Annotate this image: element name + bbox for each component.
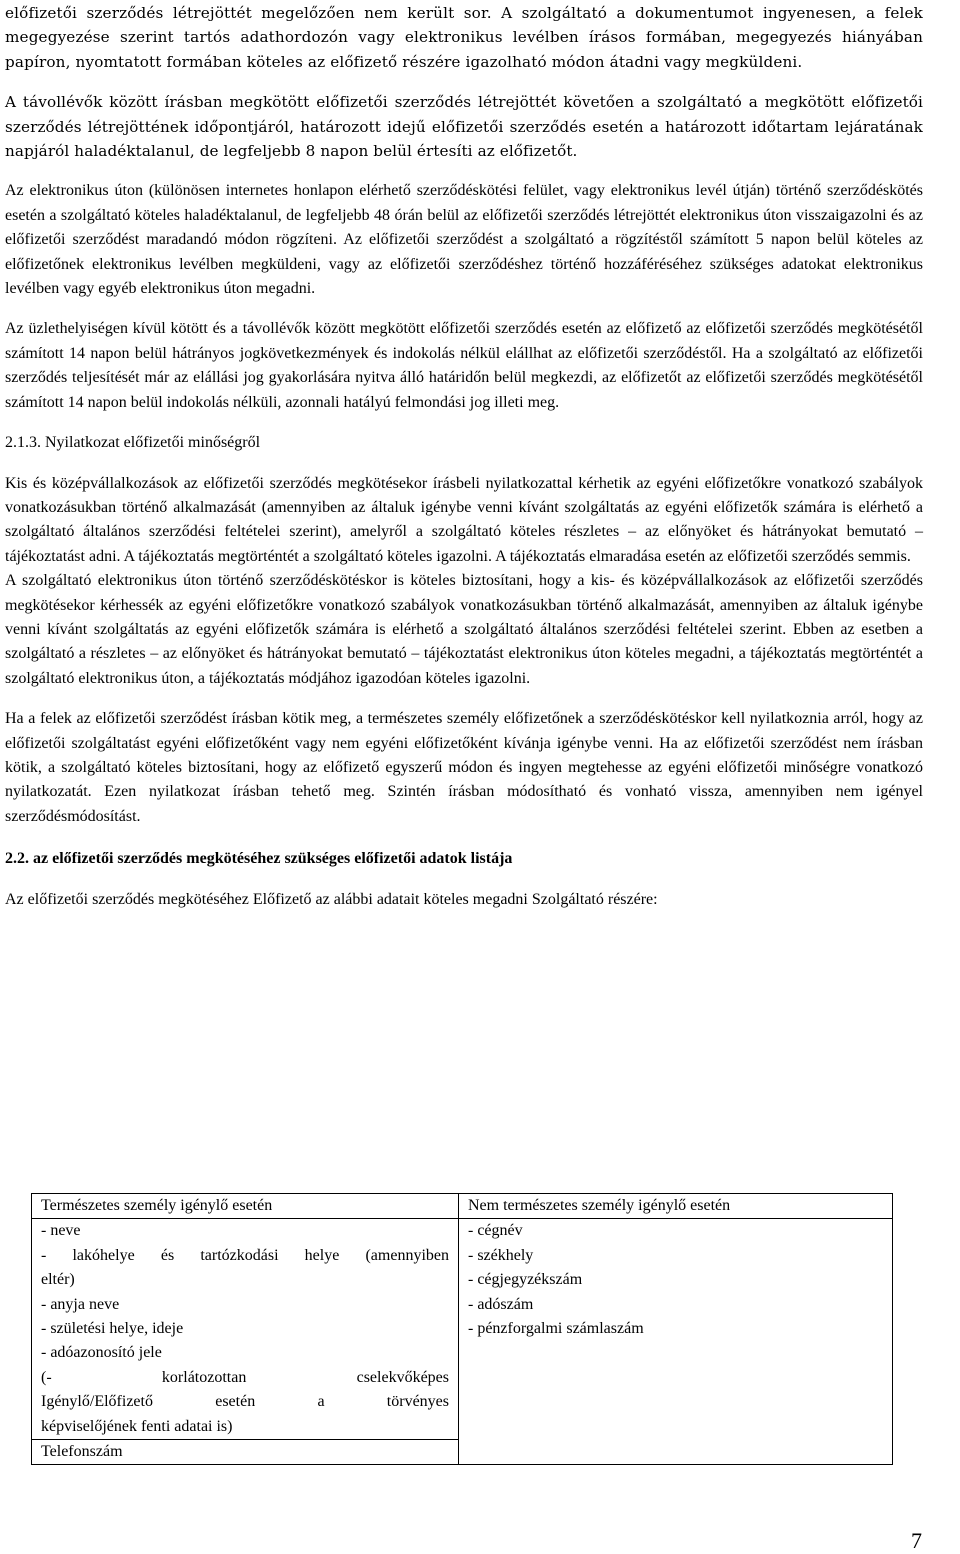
list-item: - cégnév <box>468 1222 523 1240</box>
subscriber-data-table <box>31 1193 893 1465</box>
list-item: képviselőjének fenti adatai is) <box>41 1417 233 1435</box>
paragraph-required-data: Az előfizetői szerződés megkötéséhez Előfizető az alábbi adatait köteles megadni Szolgáltató részére: <box>5 890 658 908</box>
list-item: eltér) <box>41 1271 75 1289</box>
legal-entity-list <box>459 1218 892 1341</box>
phone-label: Telefonszám <box>41 1443 123 1461</box>
list-item: - adóazonosító jele <box>41 1344 162 1362</box>
natural-person-header: Természetes személy igénylő esetén <box>41 1197 273 1214</box>
paragraph-distance-contract: A távollévők között írásban megkötött előfizetői szerződés létrejöttét követően a szolgáltató a megkötött előfizetői szerződés létrejöttének időpontjáról, határozott idejű előfizetői szerződés esetén a határozott időtartam lejáratának napjáról haladéktalanul, de legfeljebb 8 napon belül értesíti az előfizetőt. <box>5 93 923 161</box>
paragraph-electronic-contract: Az elektronikus úton (különösen internetes honlapon elérhető szerződéskötési felület, vagy elektronikus levél útján) történő szerződéskötés esetén a szolgáltató köteles haladéktalanul, de legfeljebb 48 órán belül az előfizetői szerződés létrejöttét elektronikus úton visszaigazolni és az előfizetői szerződést maradandó módon rögzíteni. Az előfizetői szerződést a szolgáltató a rögzítéstől számított 5 napon belül köteles az előfizetőnek elektronikus levélben megküldeni, vagy az előfizetői szerződéshez történő hozzáféréséhez szükséges adatokat elektronikus levélben vagy egyéb elektronikus úton megadni. <box>5 182 923 298</box>
section-heading-2-1-3: 2.1.3. Nyilatkozat előfizetői minőségről <box>5 434 261 452</box>
legal-entity-header: Nem természetes személy igénylő esetén <box>468 1197 731 1214</box>
list-item: Igénylő/Előfizető esetén a törvényes <box>41 1393 449 1411</box>
list-item: - lakóhelye és tartózkodási helye (amennyiben <box>41 1246 449 1264</box>
list-item: (- korlátozottan cselekvőképes <box>41 1368 449 1386</box>
natural-person-list <box>32 1218 458 1439</box>
page-number: 7 <box>911 1528 922 1553</box>
list-item: - anyja neve <box>41 1295 120 1313</box>
paragraph-sme-electronic: A szolgáltató elektronikus úton történő szerződéskötéskor is köteles biztosítani, hogy a kis- és középvállalkozások az előfizetői szerződés megkötésekor kérhessék az egyéni előfizetőkre vonatkozó szabályok vonatkozásukban történő alkalmazását, amennyiben az általuk igénybe venni kívánt szolgáltatás az egyéni előfizetők számára is elérhető a szolgáltató általános szerződési feltételei szerint. Ebben az esetben a szolgáltató a részletes – az előnyöket és hátrányokat bemutató – tájékoztatást elektronikus úton köteles megadni, a tájékoztatás megtörténtét a szolgáltató elektronikus úton, a tájékoztatás módjához igazodóan köteles igazolni. <box>5 572 923 687</box>
legal-entity-cell <box>459 1194 893 1465</box>
list-item: - pénzforgalmi számlaszám <box>468 1320 644 1338</box>
list-item: - születési helye, ideje <box>41 1320 184 1338</box>
natural-person-cell <box>32 1194 459 1465</box>
list-item: - adószám <box>468 1295 534 1313</box>
document-page <box>5 1 923 912</box>
paragraph-delivery: előfizetői szerződés létrejöttét megelőzően nem került sor. A szolgáltató a dokumentumot ingyenesen, a felek megegyezése szerint tartós adathordozón vagy elektronikus levélben írásos formában, megegyezés hiányában papíron, nyomtatott formában köteles az előfizető részére igazolható módon átadni vagy megküldeni. <box>5 4 923 71</box>
paragraph-withdrawal-right: Az üzlethelyiségen kívül kötött és a távollévők között megkötött előfizetői szerződés esetén az előfizető az előfizetői szerződés megkötésétől számított 14 napon belül hátrányos jogkövetkezmények és indokolás nélkül elállhat az előfizetői szerződéstől. Ha a szolgáltató az előfizetői szerződés teljesítését már az elállási jog gyakorlására nyitva álló határidőn belül megkezdi, az előfizetőt az előfizetői szerződés megkötésétől számított 14 napon belül indokolás nélküli, azonnali hatályú felmondási jog illeti meg. <box>5 320 923 411</box>
paragraph-sme-declaration: Kis és középvállalkozások az előfizetői szerződés megkötésekor írásbeli nyilatkozattal kérhetik az egyéni előfizetőkre vonatkozó szabályok vonatkozásukban történő alkalmazását (amennyiben az általuk igénybe venni kívánt szolgáltatás az egyéni előfizetők számára is elérhető a szolgáltató általános szerződési feltételei szerint), amelyről a szolgáltató köteles részletes – az előnyöket és hátrányokat bemutató – tájékoztatást adni. A tájékoztatás megtörténtét a szolgáltató köteles igazolni. A tájékoztatás elmaradása esetén az előfizetői szerződés semmis. <box>5 474 923 565</box>
section-heading-2-2: 2.2. az előfizetői szerződés megkötéséhez szükséges előfizetői adatok listája <box>5 850 513 868</box>
paragraph-written-contract: Ha a felek az előfizetői szerződést írásban kötik meg, a természetes személy előfizetőnek a szerződéskötéskor kell nyilatkoznia arról, hogy az előfizetői szolgáltatást egyéni előfizetőként vagy nem egyéni előfizetőként kívánja igénybe venni. Ha az előfizetői szerződést nem írásban kötik, a szolgáltató köteles biztosítani, hogy az előfizető egyszerű módon és ingyen megtehesse az egyéni előfizetői minőségre vonatkozó nyilatkozatát. Ezen nyilatkozat írásban tehető meg. Szintén írásban módosítható és vonható vissza, amennyiben nem igényel szerződésmódosítást. <box>5 710 923 825</box>
natural-person-footer <box>32 1439 458 1464</box>
list-item: - székhely <box>468 1246 534 1264</box>
list-item: - cégjegyzékszám <box>468 1271 583 1289</box>
list-item: - neve <box>41 1222 81 1240</box>
